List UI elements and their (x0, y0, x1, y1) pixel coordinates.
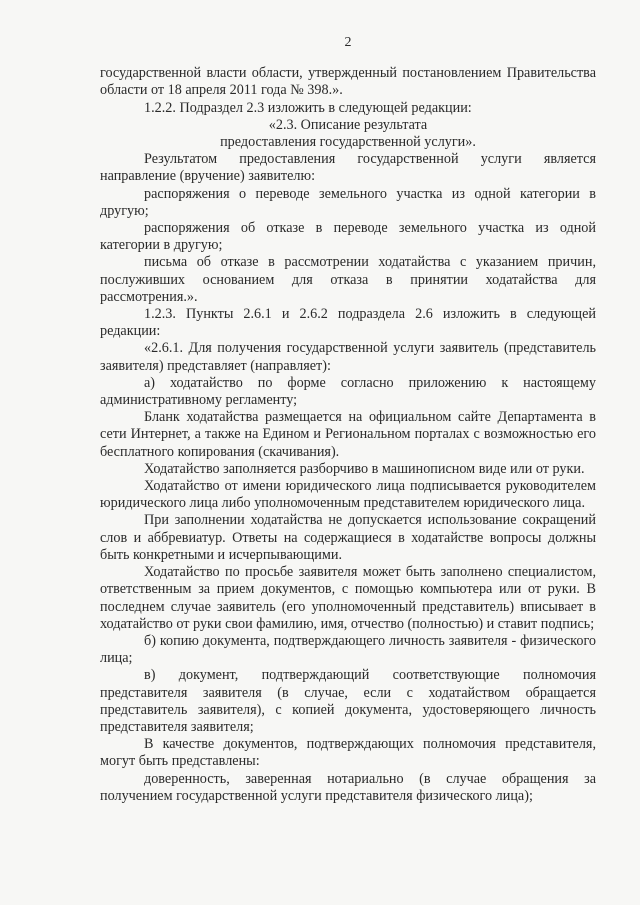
document-body (100, 65, 596, 805)
paragraph: а) ходатайство по форме согласно приложению к настоящему административному регламенту; (100, 374, 596, 409)
paragraph: государственной власти области, утвержденный постановлением Правительства области от 18 апреля 2011 года № 398.». (100, 65, 596, 99)
paragraph: доверенность, заверенная нотариально (в случае обращения за получением государственной услуги представителя физического лица); (100, 770, 596, 804)
paragraph: распоряжения о переводе земельного участка из одной категории в другую; (100, 185, 596, 219)
paragraph: Ходатайство по просьбе заявителя может быть заполнено специалистом, ответственным за прием документов, с помощью компьютера или от руки. В последнем случае заявитель (его уполномоченный представитель) вписывает в ходатайство от руки свои фамилию, имя, отчество (полностью) и ставит подпись; (100, 564, 596, 632)
paragraph: Ходатайство от имени юридического лица подписывается руководителем юридического лица либо уполномоченным представителем юридического лица. (100, 478, 596, 512)
paragraph: 1.2.2. Подраздел 2.3 изложить в следующей редакции: (144, 99, 472, 116)
paragraph: «2.3. Описание результата (268, 116, 428, 133)
paragraph: 1.2.3. Пункты 2.6.1 и 2.6.2 подраздела 2.6 изложить в следующей редакции: (100, 306, 596, 340)
paragraph: Бланк ходатайства размещается на официальном сайте Департамента в сети Интернет, а также на Едином и Региональном порталах с возможностью его бесплатного копирования (скачивания). (100, 409, 596, 460)
paragraph: распоряжения об отказе в переводе земельного участка из одной категории в другую; (100, 220, 596, 254)
paragraph: в) документ, подтверждающий соответствующие полномочия представителя заявителя (в случае, если с ходатайством обращается представитель заявителя), с копией документа, удостоверяющего личность представителя заявителя; (100, 667, 596, 735)
paragraph: Ходатайство заполняется разборчиво в машинописном виде или от руки. (144, 460, 585, 477)
paragraph: б) копию документа, подтверждающего личность заявителя - физического лица; (100, 632, 596, 667)
page-number: 2 (344, 35, 352, 50)
paragraph: предоставления государственной услуги». (220, 134, 476, 151)
paragraph: «2.6.1. Для получения государственной услуги заявитель (представитель заявителя) представляет (направляет): (100, 340, 596, 374)
paragraph: При заполнении ходатайства не допускается использование сокращений слов и аббревиатур. Ответы на содержащиеся в ходатайстве вопросы должны быть конкретными и исчерпывающими. (100, 512, 596, 563)
paragraph: В качестве документов, подтверждающих полномочия представителя, могут быть представлены: (100, 736, 596, 770)
paragraph: письма об отказе в рассмотрении ходатайства с указанием причин, послуживших основанием для отказа в принятии ходатайства для рассмотрения.». (100, 254, 596, 305)
paragraph: Результатом предоставления государственной услуги является направление (вручение) заявителю: (100, 151, 596, 185)
